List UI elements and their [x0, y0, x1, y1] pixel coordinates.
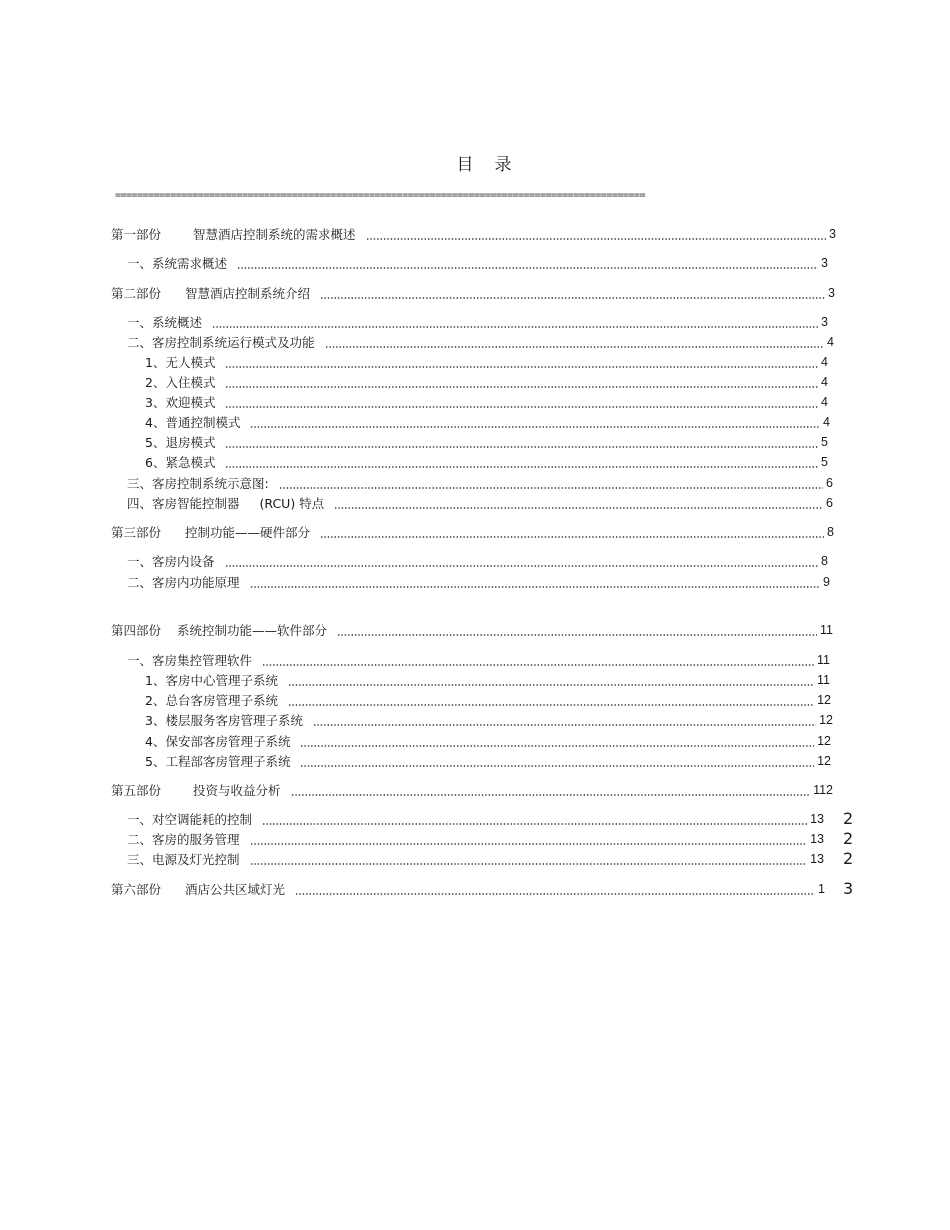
toc-entry-title: 第六部份: [111, 882, 162, 897]
toc-page-number: 6: [826, 496, 833, 510]
toc-page-number: 8: [821, 554, 828, 568]
toc-entry-title: 第二部份: [111, 286, 162, 301]
toc-title: 目 录: [456, 155, 514, 175]
dot-leader: [225, 454, 818, 470]
toc-entry[interactable]: [127, 574, 830, 590]
toc-page-link[interactable]: 2: [843, 849, 854, 868]
dot-leader: [250, 851, 808, 867]
toc-entry-title: 一、系统概述: [127, 315, 203, 330]
toc-entry[interactable]: [145, 454, 828, 470]
toc-entry-label: [145, 691, 288, 709]
toc-entry[interactable]: [145, 672, 830, 688]
dot-leader: [366, 226, 827, 242]
dot-leader: [250, 574, 821, 590]
toc-page-link[interactable]: 3: [843, 879, 854, 898]
toc-entry-title: 一、系统需求概述: [127, 256, 228, 271]
dot-leader: [225, 553, 819, 569]
toc-page-number: 13: [810, 812, 824, 826]
toc-entry-label: [111, 284, 320, 302]
toc-entry-label: [127, 333, 325, 351]
toc-page-number: 11: [817, 653, 830, 667]
toc-page-number: 11: [820, 623, 833, 637]
toc-page-number: 4: [827, 335, 834, 349]
toc-entry-title: 二、客房内功能原理: [127, 575, 240, 590]
toc-page-number: 112: [813, 783, 833, 797]
dot-leader: [262, 811, 807, 827]
toc-entry-label: [145, 453, 225, 471]
toc-entry-label: [127, 254, 237, 272]
toc-entry-label: [111, 225, 366, 243]
toc-entry-label: [145, 732, 300, 750]
toc-entry[interactable]: [145, 434, 828, 450]
dot-leader: [334, 495, 823, 511]
toc-entry-subtitle: 智慧酒店控制系统的需求概述: [193, 227, 356, 242]
toc-page-number: 8: [827, 525, 834, 539]
toc-entry-title: 二、客房控制系统运行模式及功能: [127, 335, 315, 350]
toc-entry[interactable]: [127, 475, 833, 491]
toc-entry-label: [127, 474, 279, 492]
toc-entry-label: [111, 781, 291, 799]
toc-entry[interactable]: [145, 414, 830, 430]
toc-entry[interactable]: [145, 394, 828, 410]
toc-entry-title: 四、客房智能控制器: [127, 496, 240, 511]
toc-entry-subtitle: 智慧酒店控制系统介绍: [185, 286, 311, 301]
dot-leader: [262, 652, 814, 668]
toc-entry-subtitle: 投资与收益分析: [193, 783, 281, 798]
dot-leader: [225, 354, 818, 370]
toc-entry-label: [111, 621, 337, 639]
toc-page-number: 5: [821, 435, 828, 449]
toc-entry[interactable]: [145, 692, 831, 708]
toc-entry[interactable]: [127, 652, 830, 668]
toc-entry-title: 6、紧急模式: [145, 455, 216, 470]
toc-entry-subtitle: (RCU) 特点: [259, 496, 325, 511]
toc-page-number: 4: [821, 355, 828, 369]
dot-leader: [279, 475, 823, 491]
toc-page-link[interactable]: 2: [843, 829, 854, 848]
dot-leader: [237, 255, 818, 271]
toc-entry[interactable]: [145, 733, 831, 749]
dot-leader: [325, 334, 825, 350]
toc-entry-label: [145, 413, 250, 431]
toc-entry-title: 4、保安部客房管理子系统: [145, 734, 291, 749]
toc-entry[interactable]: [111, 524, 834, 540]
toc-page-number: 3: [821, 256, 828, 270]
toc-page-number: 3: [821, 315, 828, 329]
toc-entry-title: 5、工程部客房管理子系统: [145, 754, 291, 769]
dot-leader: [313, 712, 816, 728]
toc-entry-title: 一、对空调能耗的控制: [127, 812, 253, 827]
toc-entry[interactable]: [127, 314, 828, 330]
toc-entry-title: 一、客房集控管理软件: [127, 653, 253, 668]
toc-entry[interactable]: [127, 831, 824, 847]
toc-entry-title: 2、总台客房管理子系统: [145, 693, 278, 708]
dot-leader: [250, 414, 820, 430]
toc-entry-label: [111, 880, 295, 898]
toc-page-number: 6: [826, 476, 833, 490]
toc-entry[interactable]: [127, 553, 828, 569]
toc-entry-title: 一、客房内设备: [127, 554, 215, 569]
toc-entry-label: [145, 671, 288, 689]
toc-page-number: 12: [817, 734, 831, 748]
toc-entry-title: 第五部份: [111, 783, 162, 798]
toc-entry-label: [127, 573, 250, 591]
toc-page-number: 5: [821, 455, 828, 469]
dot-leader: [300, 753, 814, 769]
toc-entry-label: [145, 711, 313, 729]
toc-page-number: 13: [810, 852, 824, 866]
toc-entry-title: 3、楼层服务客房管理子系统: [145, 713, 303, 728]
toc-entry[interactable]: [145, 753, 831, 769]
toc-entry-title: 4、普通控制模式: [145, 415, 241, 430]
dot-leader: [225, 434, 818, 450]
toc-entry[interactable]: [111, 622, 833, 638]
toc-entry-title: 第四部份: [111, 623, 162, 638]
toc-page-link[interactable]: 2: [843, 809, 854, 828]
dot-leader: [225, 374, 818, 390]
dot-leader: [212, 314, 818, 330]
dot-leader: [320, 524, 824, 540]
toc-page-number: 13: [810, 832, 824, 846]
dot-leader: [250, 831, 808, 847]
toc-entry-label: [127, 810, 262, 828]
toc-entry-label: [145, 393, 225, 411]
toc-entry-title: 2、入住模式: [145, 375, 216, 390]
toc-entry[interactable]: [111, 881, 825, 897]
toc-page-number: 12: [817, 693, 831, 707]
toc-entry[interactable]: [111, 226, 836, 242]
toc-entry[interactable]: [127, 495, 833, 511]
toc-page-number: 4: [821, 375, 828, 389]
toc-entry-label: [127, 830, 250, 848]
toc-page-number: 3: [828, 286, 835, 300]
dot-leader: [291, 782, 811, 798]
toc-entry[interactable]: [127, 334, 834, 350]
toc-entry-title: 1、无人模式: [145, 355, 216, 370]
toc-page-number: 4: [821, 395, 828, 409]
toc-entry-label: [127, 850, 250, 868]
toc-entry-label: [127, 651, 262, 669]
toc-entry[interactable]: [127, 811, 824, 827]
dot-leader: [300, 733, 814, 749]
toc-entry-subtitle: 酒店公共区域灯光: [185, 882, 286, 897]
toc-entry-label: [127, 313, 212, 331]
toc-entry-label: [145, 433, 225, 451]
toc-entry[interactable]: [145, 374, 828, 390]
toc-entry-title: 5、退房模式: [145, 435, 216, 450]
toc-entry-title: 三、电源及灯光控制: [127, 852, 240, 867]
toc-entry[interactable]: [127, 851, 824, 867]
toc-entry-title: 1、客房中心管理子系统: [145, 673, 278, 688]
toc-entry[interactable]: [127, 255, 828, 271]
toc-entry-title: 三、客房控制系统示意图:: [127, 476, 269, 491]
dot-leader: [320, 285, 825, 301]
toc-entry[interactable]: [145, 354, 828, 370]
toc-entry-title: 二、客房的服务管理: [127, 832, 240, 847]
dot-leader: [295, 881, 815, 897]
toc-entry[interactable]: [111, 782, 833, 798]
toc-entry-subtitle: 系统控制功能——软件部分: [177, 623, 328, 638]
toc-entry-title: 第三部份: [111, 525, 162, 540]
dot-leader: [288, 692, 814, 708]
toc-entry-label: [145, 752, 300, 770]
toc-page-number: 1: [818, 882, 825, 896]
toc-entry-label: [145, 373, 225, 391]
toc-entry-label: [127, 494, 334, 512]
toc-page-number: 12: [819, 713, 833, 727]
toc-entry[interactable]: [111, 285, 835, 301]
toc-page-number: 3: [829, 227, 836, 241]
toc-page-number: 11: [817, 673, 830, 687]
toc-entry[interactable]: [145, 712, 833, 728]
toc-entry-title: 第一部份: [111, 227, 162, 242]
toc-entry-label: [127, 552, 225, 570]
dot-leader: [288, 672, 814, 688]
toc-page-number: 9: [823, 575, 830, 589]
separator-line: ================================================================================================: [115, 190, 645, 201]
toc-entry-label: [111, 523, 320, 541]
toc-entry-subtitle: 控制功能——硬件部分: [185, 525, 311, 540]
toc-entry-label: [145, 353, 225, 371]
dot-leader: [225, 394, 818, 410]
toc-page-number: 12: [817, 754, 831, 768]
dot-leader: [337, 622, 817, 638]
toc-entry-title: 3、欢迎模式: [145, 395, 216, 410]
toc-page-number: 4: [823, 415, 830, 429]
